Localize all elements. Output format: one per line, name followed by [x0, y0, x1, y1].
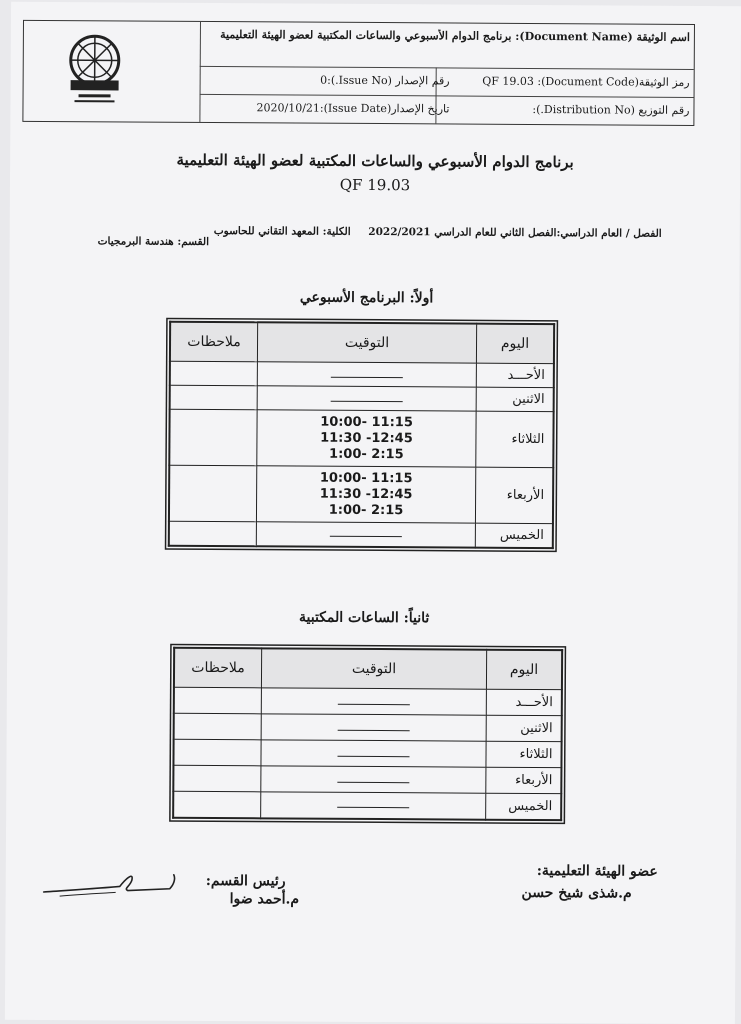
- time-slot: 11:30 -12:45: [319, 486, 413, 502]
- semester-faculty-line: [200, 225, 662, 240]
- notes-cell: [169, 465, 257, 522]
- empty-line: [331, 394, 403, 401]
- notes-cell: [173, 739, 261, 766]
- department-info: القسم: هندسة البرمجيات: [97, 235, 210, 248]
- time-header: التوقيت: [257, 322, 476, 363]
- day-cell: الاثنين: [486, 715, 562, 741]
- time-cell: [257, 362, 476, 387]
- time-cell: [261, 792, 486, 819]
- faculty-info: الكلية: المعهد التقاني للحاسوب: [213, 225, 351, 238]
- table-row: [173, 739, 561, 767]
- empty-line: [337, 775, 409, 782]
- header-row-name: [200, 22, 694, 70]
- day-cell: الأحـــد: [476, 363, 554, 387]
- table-header-row: [174, 648, 562, 690]
- time-slot: 11:30 -12:45: [320, 430, 413, 446]
- doc-name-label: اسم الوثيقة (Document Name): برنامج الدوام الأسبوعي والساعات المكتبية لعضو الهيئة التعليمية: [220, 28, 690, 44]
- table-row: [174, 713, 562, 741]
- day-cell: الثلاثاء: [476, 411, 554, 467]
- department-head-name: م.أحمد ضوا: [229, 891, 300, 908]
- empty-line: [338, 749, 410, 756]
- semester-info: الفصل / العام الدراسي:الفصل الثاني للعام الدراسي 2022/2021: [368, 225, 662, 240]
- office-hours-table: [172, 647, 563, 821]
- table-row: [174, 687, 562, 715]
- distribution-label: رقم التوزيع (Distribution No.):: [532, 102, 690, 117]
- table-row: [173, 765, 561, 793]
- empty-line: [330, 530, 402, 537]
- member-name: م.شذى شيخ حسن: [521, 884, 632, 902]
- empty-line: [338, 723, 410, 730]
- handwritten-signature: [40, 866, 180, 911]
- table-header-row: [170, 322, 554, 364]
- notes-cell: [173, 765, 261, 792]
- notes-cell: [174, 687, 262, 714]
- day-cell: الخميس: [486, 793, 562, 819]
- notes-cell: [169, 521, 257, 546]
- day-cell: الأربعاء: [475, 467, 553, 523]
- time-cell: [256, 466, 475, 523]
- table-row: [173, 791, 561, 819]
- time-header: التوقيت: [261, 648, 486, 689]
- office-hours-heading: ثانياً: الساعات المكتبية: [298, 609, 430, 627]
- header-row-distribution: [199, 94, 693, 125]
- table-row: [170, 385, 554, 411]
- weekly-schedule-table: [168, 321, 555, 549]
- time-cell: [261, 740, 486, 767]
- day-cell: الأربعاء: [486, 767, 562, 793]
- day-header: اليوم: [486, 650, 562, 690]
- empty-line: [331, 370, 403, 377]
- table-row: [169, 465, 553, 523]
- time-cell: [261, 714, 486, 741]
- notes-cell: [173, 791, 261, 818]
- notes-header: ملاحظات: [174, 648, 262, 688]
- time-slot: 10:00- 11:15: [320, 414, 413, 430]
- issue-no-label: رقم الإصدار (Issue No.):0: [320, 73, 450, 88]
- time-cell: [257, 410, 476, 467]
- document-title: برنامج الدوام الأسبوعي والساعات المكتبية لعضو الهيئة التعليمية: [176, 150, 574, 172]
- empty-line: [337, 801, 409, 808]
- notes-cell: [174, 713, 262, 740]
- time-cell: [256, 522, 475, 547]
- department-head-title: رئيس القسم:: [205, 872, 286, 890]
- document-page: [5, 2, 741, 1024]
- day-cell: الأحـــد: [486, 689, 562, 715]
- member-title: عضو الهيئة التعليمية:: [536, 863, 658, 880]
- university-logo: [48, 24, 141, 111]
- time-slot: 1:00- 2:15: [328, 502, 404, 518]
- table-row: [170, 361, 554, 387]
- header-row-code: [200, 66, 694, 98]
- day-cell: الاثنين: [476, 387, 554, 411]
- time-cell: [257, 386, 476, 411]
- issue-date-label: تاريخ الإصدار(Issue Date):2020/10/21: [256, 101, 450, 116]
- notes-cell: [170, 385, 258, 410]
- table-row: [169, 409, 553, 467]
- notes-cell: [169, 409, 257, 466]
- empty-line: [338, 697, 410, 704]
- doc-code-label: رمز الوثيقة(Document Code): QF 19.03: [482, 74, 690, 89]
- day-header: اليوم: [476, 324, 554, 364]
- time-cell: [261, 688, 486, 715]
- weekly-heading: أولاً: البرنامج الأسبوعي: [299, 289, 434, 307]
- time-cell: [261, 766, 486, 793]
- notes-cell: [170, 361, 258, 386]
- time-slot: 1:00- 2:15: [329, 446, 404, 462]
- notes-header: ملاحظات: [170, 322, 258, 362]
- document-code: QF 19.03: [339, 175, 411, 195]
- time-slot: 10:00- 11:15: [319, 470, 413, 486]
- day-cell: الخميس: [475, 523, 553, 547]
- table-row: [169, 521, 553, 547]
- day-cell: الثلاثاء: [486, 741, 562, 767]
